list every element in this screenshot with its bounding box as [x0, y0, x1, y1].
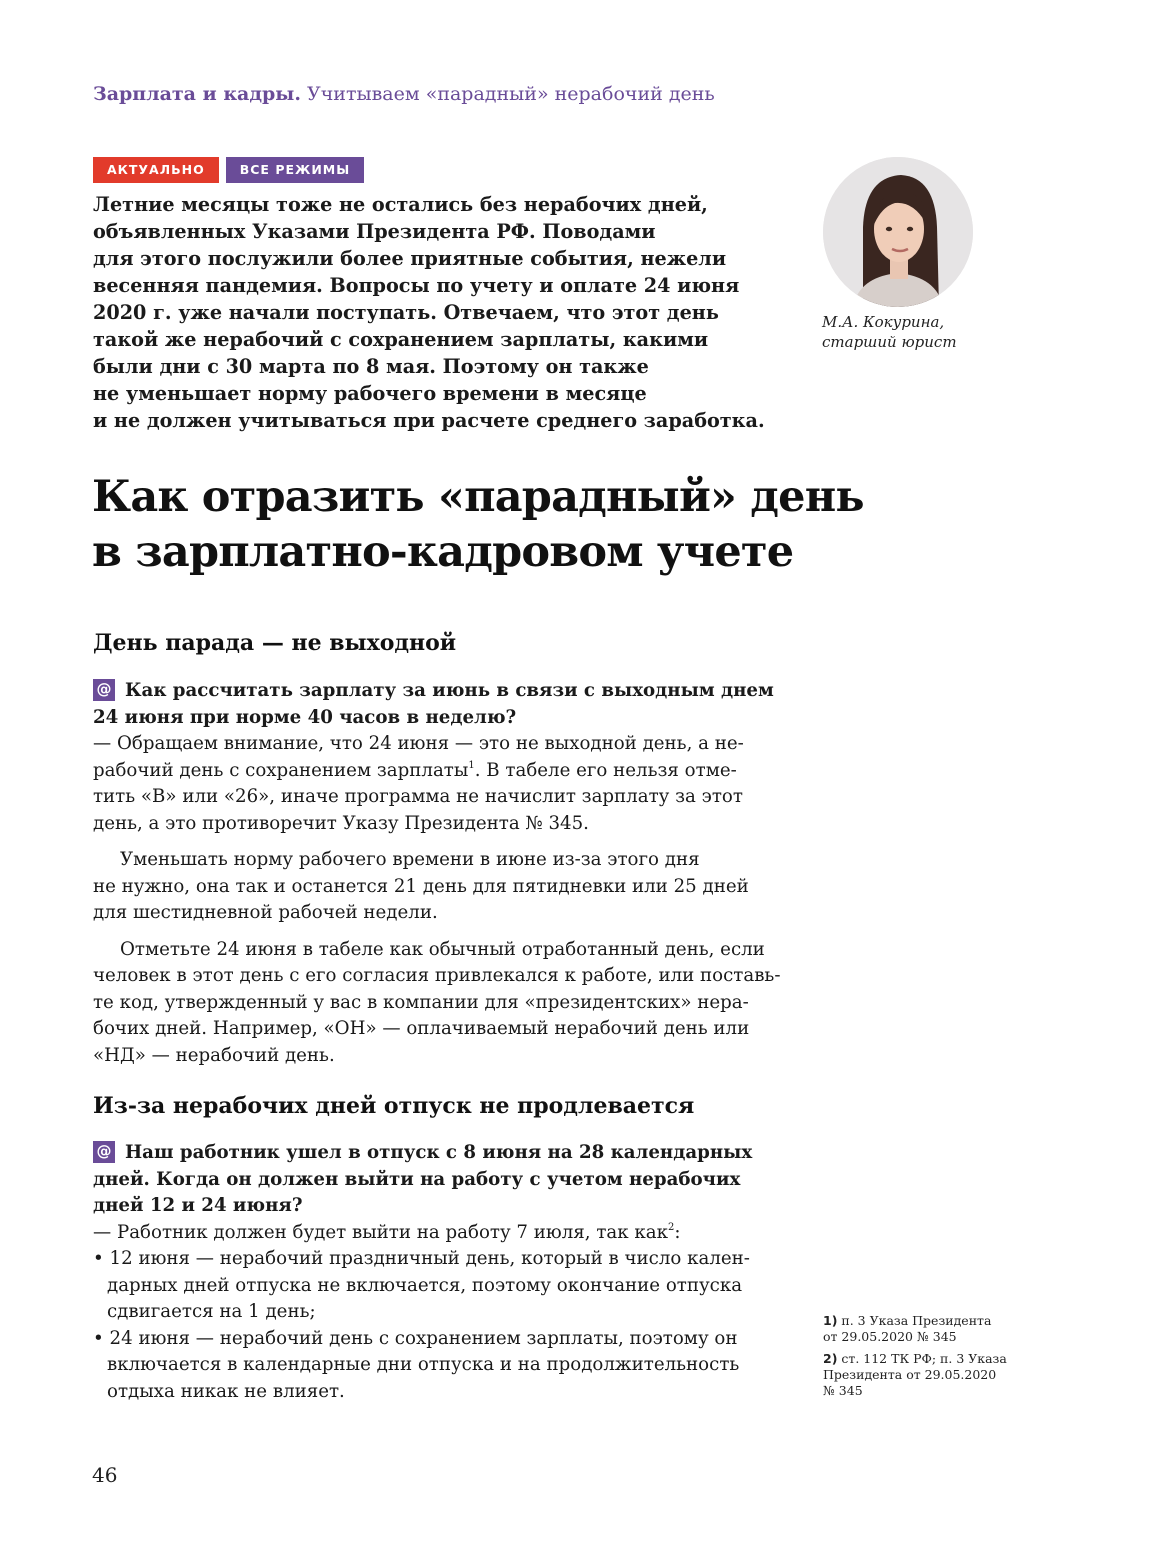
author-role: старший юрист	[822, 333, 957, 351]
at-icon: @	[93, 1141, 115, 1163]
footnotes	[823, 1313, 1023, 1405]
footnote-text: ст. 112 ТК РФ; п. 3 Указа	[841, 1351, 1007, 1366]
footnote-ref: 2	[667, 1221, 675, 1233]
bullet-icon: •	[93, 1248, 104, 1269]
page-number: 46	[92, 1463, 118, 1487]
lead-line: объявленных Указами Президента РФ. Поводами	[93, 220, 656, 243]
section-body-2	[93, 1140, 770, 1405]
answer-text: — Работник должен будет выйти на работу 7 июля, так как	[93, 1221, 668, 1243]
footnote-text: п. 3 Указа Президента	[841, 1313, 992, 1328]
lead-line: не уменьшает норму рабочего времени в месяце	[93, 382, 647, 405]
author-name: М.А. Кокурина,	[822, 313, 945, 331]
bullet-icon: •	[93, 1327, 104, 1349]
tag-actual: АКТУАЛЬНО	[93, 157, 219, 183]
paragraph-line: Отметьте 24 июня в табеле как обычный отработанный день, если	[120, 938, 765, 960]
bullet-line: включается в календарные дни отпуска и на продолжительность	[107, 1354, 740, 1375]
bullet-line: сдвигается на 1 день;	[107, 1301, 316, 1322]
bullet-item	[93, 1246, 770, 1273]
title-line: Как отразить «парадный» день	[92, 472, 864, 522]
lead-line: весенняя пандемия. Вопросы по учету и оплате 24 июня	[93, 274, 740, 297]
section-body-1	[93, 678, 781, 1069]
answer-line: тить «В» или «26», иначе программа не начислит зарплату за этот	[93, 786, 743, 807]
section-heading-1: День парада — не выходной	[93, 630, 457, 656]
lead-line: Летние месяцы тоже не остались без нерабочих дней,	[93, 193, 708, 216]
answer-text: . В табеле его нельзя отме-	[474, 759, 737, 781]
footnote-number: 2)	[823, 1351, 838, 1366]
question-line: дней. Когда он должен выйти на работу с учетом нерабочих	[93, 1168, 741, 1190]
footnote-ref: 1	[468, 759, 475, 771]
question-line: 24 июня при норме 40 часов в неделю?	[93, 706, 517, 728]
footnote-2	[823, 1351, 1023, 1399]
question-line	[93, 678, 774, 705]
lead-line: 2020 г. уже начали поступать. Отвечаем, что этот день	[93, 301, 719, 324]
running-header	[93, 83, 715, 105]
bullet-line: дарных дней отпуска не включается, поэтому окончание отпуска	[107, 1274, 743, 1296]
footnote-1	[823, 1313, 1023, 1345]
paragraph-line: человек в этот день с его согласия привлекался к работе, или поставь-	[93, 965, 781, 986]
paragraph-line: для шестидневной рабочей недели.	[93, 902, 438, 923]
question-line: дней 12 и 24 июня?	[93, 1195, 303, 1216]
tag-all-regimes: ВСЕ РЕЖИМЫ	[226, 157, 364, 183]
bullet-text: 12 июня — нерабочий праздничный день, который в число кален-	[109, 1248, 750, 1269]
lead-line: для этого послужили более приятные события, нежели	[93, 247, 727, 270]
lead-line: такой же нерабочий с сохранением зарплаты, какими	[93, 328, 709, 351]
lead-line: были дни с 30 марта по 8 мая. Поэтому он также	[93, 355, 649, 378]
paragraph-line: не нужно, она так и останется 21 день для пятидневки или 25 дней	[93, 875, 749, 897]
lead-line: и не должен учитываться при расчете среднего заработка.	[93, 409, 765, 432]
question-text: Как рассчитать зарплату за июнь в связи с выходным днем	[125, 680, 774, 701]
answer-line	[93, 1220, 770, 1247]
answer-text: рабочий день с сохранением зарплаты	[93, 759, 469, 781]
paragraph-line: «НД» — нерабочий день.	[93, 1044, 335, 1066]
footnote-number: 1)	[823, 1313, 838, 1328]
paragraph-line: бочих дней. Например, «ОН» — оплачиваемый нерабочий день или	[93, 1018, 750, 1039]
section-name: Зарплата и кадры.	[93, 83, 301, 105]
answer-line: — Обращаем внимание, что 24 июня — это не выходной день, а не-	[93, 733, 744, 754]
bullet-text: 24 июня — нерабочий день с сохранением зарплаты, поэтому он	[109, 1327, 738, 1349]
paragraph-line: Уменьшать норму рабочего времени в июне из-за этого дня	[120, 849, 700, 870]
article-title	[92, 470, 864, 580]
title-line: в зарплатно-кадровом учете	[92, 527, 794, 577]
at-icon: @	[93, 679, 115, 701]
topic-name: Учитываем «парадный» нерабочий день	[307, 83, 715, 105]
question-text: Наш работник ушел в отпуск с 8 июня на 28 календарных	[125, 1142, 753, 1163]
question-line	[93, 1140, 770, 1167]
section-heading-2: Из-за нерабочих дней отпуск не продлевается	[93, 1093, 695, 1119]
paragraph-line: те код, утвержденный у вас в компании для «президентских» нера-	[93, 991, 749, 1013]
bullet-line: отдыха никак не влияет.	[107, 1380, 345, 1402]
answer-text: :	[674, 1221, 681, 1243]
author-caption	[822, 312, 957, 352]
answer-line: день, а это противоречит Указу Президента № 345.	[93, 812, 589, 834]
lead-paragraph	[93, 191, 793, 434]
tag-list	[93, 157, 364, 183]
bullet-item	[93, 1326, 770, 1353]
footnote-text: от 29.05.2020 № 345	[823, 1329, 957, 1344]
footnote-text: № 345	[823, 1383, 863, 1398]
footnote-text: Президента от 29.05.2020	[823, 1367, 997, 1382]
author-photo	[823, 157, 973, 307]
author-portrait-illustration	[823, 157, 973, 307]
answer-line	[93, 758, 770, 785]
